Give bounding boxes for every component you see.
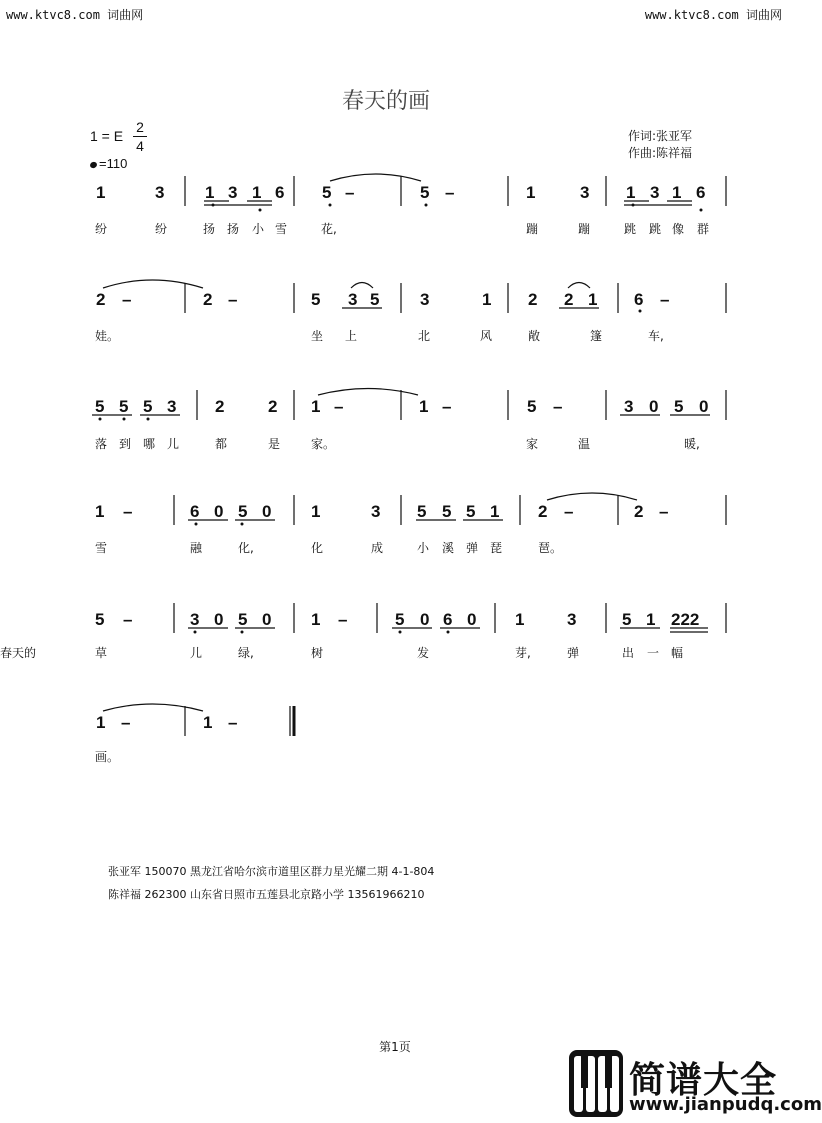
lyric: 出 — [622, 646, 635, 660]
time-bottom: 4 — [133, 136, 147, 155]
lyric: 像 — [672, 222, 685, 236]
note: 3 — [190, 610, 200, 629]
note: 5 — [119, 397, 129, 416]
note: 5 — [442, 502, 452, 521]
note: 1 — [205, 183, 215, 202]
lyric: 暖, — [684, 437, 700, 451]
note: 5 — [622, 610, 632, 629]
lyric: 是 — [268, 437, 281, 451]
note: 1 — [646, 610, 656, 629]
contact-lyricist: 张亚军 150070 黑龙江省哈尔滨市道里区群力星光耀二期 4-1-804 — [108, 865, 435, 878]
lyric: 坐 — [311, 329, 324, 343]
lyric: 蹦 — [526, 222, 539, 236]
note: 1 — [311, 502, 321, 521]
lyric: 雪 — [95, 541, 108, 555]
lyric: 家。 — [311, 437, 336, 451]
tempo-value: =110 — [99, 156, 128, 171]
note: 0 — [420, 610, 430, 629]
note: 1 — [515, 610, 525, 629]
lyric: 落 — [95, 437, 108, 451]
contact-composer: 陈祥福 262300 山东省日照市五莲县北京路小学 13561966210 — [108, 888, 425, 901]
note: 0 — [214, 610, 224, 629]
note: – — [442, 397, 452, 416]
note: 3 — [348, 290, 358, 309]
lyric: 蹦 — [578, 222, 591, 236]
note: 1 — [588, 290, 598, 309]
note: 5 — [322, 183, 332, 202]
site-watermark-left: www.ktvc8.com 词曲网 — [6, 8, 144, 22]
note: 3 — [624, 397, 634, 416]
note: 5 — [420, 183, 430, 202]
site-logo — [567, 1048, 822, 1119]
note: 6 — [634, 290, 644, 309]
song-title: 春天的画 — [341, 89, 430, 114]
note: 1 — [203, 713, 213, 732]
note: 0 — [699, 397, 709, 416]
lyric: 溪 — [442, 541, 455, 555]
lyric: 哪 — [143, 437, 156, 451]
time-top: 2 — [136, 119, 144, 135]
lyric: 一 — [647, 646, 660, 660]
note: 3 — [420, 290, 430, 309]
lyric: 发 — [417, 646, 430, 660]
lyric: 芽, — [515, 646, 531, 660]
note: 2 — [528, 290, 538, 309]
note: – — [123, 502, 133, 521]
note: 5 — [143, 397, 153, 416]
note: 0 — [214, 502, 224, 521]
note: 3 — [228, 183, 238, 202]
note: 5 — [238, 610, 248, 629]
note: 5 — [370, 290, 380, 309]
lyric: 树 — [311, 646, 324, 660]
lyric: 儿 — [167, 437, 180, 451]
note: 2 — [538, 502, 548, 521]
note: 2 — [203, 290, 213, 309]
note: 5 — [527, 397, 537, 416]
piano-keys-icon — [567, 1048, 625, 1119]
note: 5 — [95, 610, 105, 629]
note: 5 — [466, 502, 476, 521]
lyric: 群 — [697, 222, 710, 236]
note: 0 — [262, 610, 272, 629]
lyric: 到 — [119, 437, 132, 451]
note: 5 — [395, 610, 405, 629]
note: 2 — [268, 397, 278, 416]
note: 6 — [443, 610, 453, 629]
lyric: 化 — [311, 541, 324, 555]
note: 5 — [674, 397, 684, 416]
note: 6 — [190, 502, 200, 521]
note: 2 — [564, 290, 574, 309]
lyric: 弹 — [567, 646, 580, 660]
note: 5 — [311, 290, 321, 309]
notes-and-lyrics — [0, 183, 709, 764]
note: – — [338, 610, 348, 629]
logo-text: 简谱大全 — [629, 1060, 778, 1101]
key-signature: 1 = E — [90, 128, 124, 144]
note: 1 — [490, 502, 500, 521]
lyric: 纷 — [95, 222, 108, 236]
note: – — [123, 610, 133, 629]
note: 2 — [96, 290, 106, 309]
note: – — [659, 502, 669, 521]
lyric: 敞 — [528, 329, 541, 343]
note: 1 — [419, 397, 429, 416]
note: – — [334, 397, 344, 416]
note: – — [553, 397, 563, 416]
note: 3 — [167, 397, 177, 416]
lyric: 化, — [238, 541, 254, 555]
lyric: 纷 — [155, 222, 168, 236]
note: – — [445, 183, 455, 202]
note: 3 — [371, 502, 381, 521]
lyric: 雪 — [275, 222, 288, 236]
lyric: 跳 — [624, 222, 637, 236]
lyric: 车, — [648, 329, 664, 343]
lyric: 幅 — [671, 646, 684, 660]
lyric: 都 — [215, 437, 228, 451]
note: 1 — [526, 183, 536, 202]
note: 1 — [311, 397, 321, 416]
lyric: 小 — [417, 541, 430, 555]
note: – — [564, 502, 574, 521]
logo-url: www.jianpudq.com — [629, 1094, 822, 1115]
note: 6 — [275, 183, 285, 202]
note: – — [228, 713, 238, 732]
note: 5 — [417, 502, 427, 521]
lyric: 画。 — [95, 750, 120, 764]
lyric: 草 — [95, 646, 108, 660]
lyric: 绿, — [238, 646, 254, 660]
note: – — [345, 183, 355, 202]
note: 3 — [155, 183, 165, 202]
lyric: 小 — [252, 222, 265, 236]
lyric: 家 — [526, 437, 539, 451]
lyric: 融 — [190, 541, 203, 555]
note: 2 — [215, 397, 225, 416]
note: 222 — [671, 610, 700, 629]
lyric: 成 — [371, 541, 384, 555]
note: – — [228, 290, 238, 309]
note: 0 — [649, 397, 659, 416]
lyric: 娃。 — [95, 329, 120, 343]
lyric: 篷 — [590, 329, 603, 343]
note: 1 — [252, 183, 262, 202]
note: 6 — [696, 183, 706, 202]
note: 1 — [672, 183, 682, 202]
note: 1 — [482, 290, 492, 309]
note: 5 — [95, 397, 105, 416]
note: 1 — [311, 610, 321, 629]
lyric: 扬 — [203, 222, 216, 236]
note: 1 — [96, 183, 106, 202]
note: 1 — [626, 183, 636, 202]
note: 3 — [650, 183, 660, 202]
lyric: 上 — [345, 329, 358, 343]
note: 3 — [580, 183, 590, 202]
note: – — [121, 713, 131, 732]
note: 3 — [567, 610, 577, 629]
note: 0 — [467, 610, 477, 629]
lyric: 弹 — [466, 541, 479, 555]
lyric: 跳 — [649, 222, 662, 236]
lyric: 琵 — [490, 541, 503, 555]
note: 1 — [96, 713, 106, 732]
note: – — [660, 290, 670, 309]
lyric: 北 — [418, 329, 431, 343]
lyric: 春天的 — [0, 646, 37, 660]
lyricist-credit: 作词:张亚军 — [628, 129, 693, 143]
lyric: 风 — [480, 329, 493, 343]
site-watermark-right: www.ktvc8.com 词曲网 — [644, 8, 782, 22]
lyric: 儿 — [190, 646, 203, 660]
note: 1 — [95, 502, 105, 521]
composer-credit: 作曲:陈祥福 — [628, 146, 693, 160]
page-number: 第1页 — [379, 1040, 411, 1054]
lyric: 温 — [578, 437, 591, 451]
lyric: 琶。 — [538, 541, 563, 555]
note: 0 — [262, 502, 272, 521]
lyric: 扬 — [227, 222, 240, 236]
note: 5 — [238, 502, 248, 521]
note: 2 — [634, 502, 644, 521]
note: – — [122, 290, 132, 309]
lyric: 花, — [321, 222, 337, 236]
